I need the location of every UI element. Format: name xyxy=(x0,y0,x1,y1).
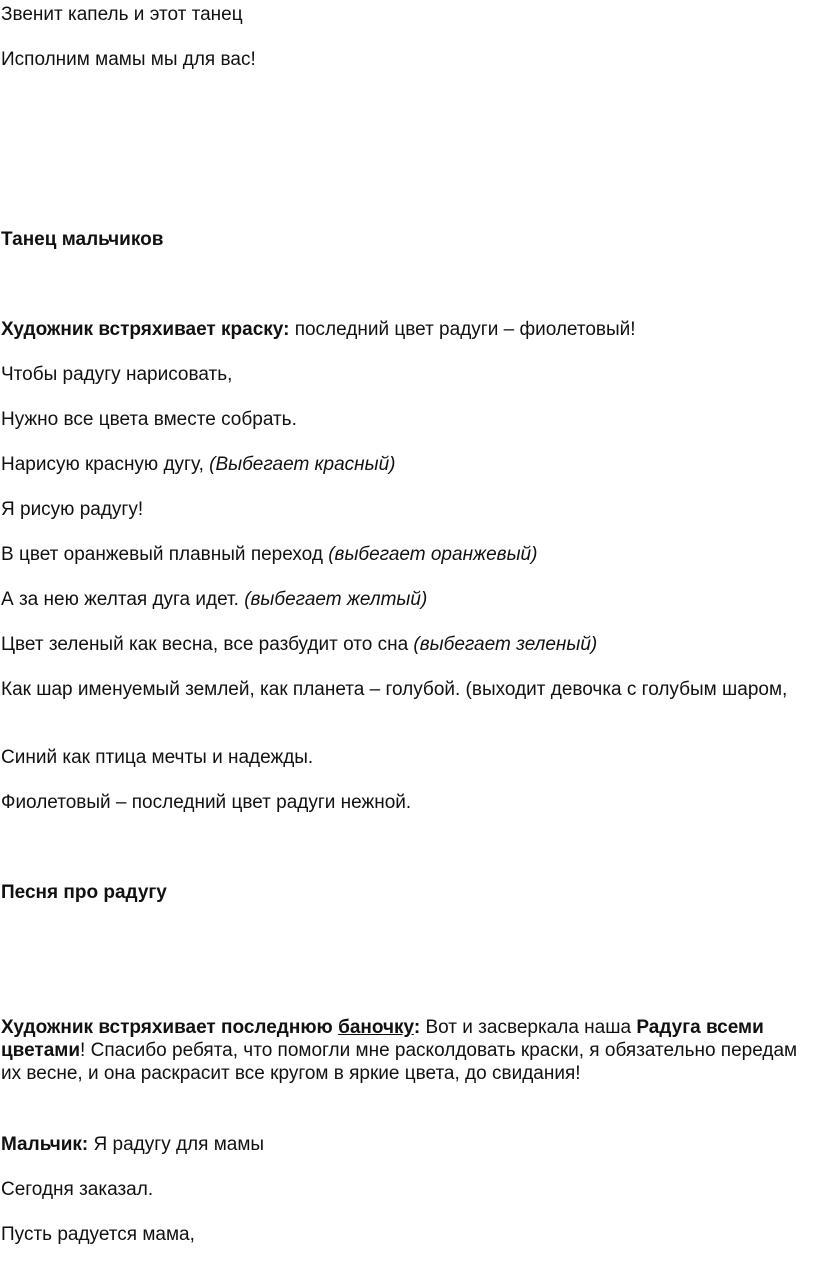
verse-line: Исполним мамы мы для вас! xyxy=(1,49,256,70)
verse-text: А за нею желтая дуга идет. xyxy=(1,589,245,610)
verse-line xyxy=(1,588,427,611)
stage-direction: (выбегает зеленый) xyxy=(413,634,598,655)
verse-line: Фиолетовый – последний цвет радуги нежной. xyxy=(1,792,412,813)
section-heading-song: Песня про радугу xyxy=(1,882,167,903)
stage-direction: (выбегает желтый) xyxy=(244,589,428,610)
boy-line xyxy=(1,1133,264,1156)
verse-line: Я рисую радугу! xyxy=(1,499,144,520)
verse-line: Звенит капель и этот танец xyxy=(1,4,243,25)
verse-line: Нужно все цвета вместе собрать. xyxy=(1,409,297,430)
verse-line: Синий как птица мечты и надежды. xyxy=(1,747,314,768)
speech-text: ! Спасибо ребята, что помогли мне расколдовать краски, я обязательно передам их весне, и она раскрасит все кругом в яркие цвета, до свидания! xyxy=(1,1040,798,1084)
stage-direction: (Выбегает красный) xyxy=(209,454,396,475)
underlined-word: баночку xyxy=(338,1017,414,1038)
verse-text: В цвет оранжевый плавный переход xyxy=(1,544,329,565)
verse-text: Нарисую красную дугу, xyxy=(1,454,210,475)
verse-line: Сегодня заказал. xyxy=(1,1179,154,1200)
verse-line xyxy=(1,453,396,476)
artist-line xyxy=(1,318,636,341)
verse-line xyxy=(1,633,597,656)
speech-text: Я радугу для мамы xyxy=(88,1134,265,1155)
verse-text: Цвет зеленый как весна, все разбудит ото сна xyxy=(1,634,414,655)
speaker-label: Художник встряхивает последнюю xyxy=(1,1017,339,1038)
speech-text: последний цвет радуги – фиолетовый! xyxy=(289,319,636,340)
stage-direction: (выбегает оранжевый) xyxy=(328,544,538,565)
verse-line: Пусть радуется мама, xyxy=(1,1224,195,1245)
speaker-label-colon: : xyxy=(413,1017,421,1038)
speech-text: Вот и засверкала наша xyxy=(420,1017,637,1038)
section-heading-dance: Танец мальчиков xyxy=(1,229,164,250)
bold-phrase: Радуга всеми цветами xyxy=(1,1017,764,1061)
artist-line xyxy=(1,1016,801,1085)
speaker-label: Мальчик: xyxy=(1,1134,89,1155)
verse-line xyxy=(1,543,537,566)
verse-line: Как шар именуемый землей, как планета – голубой. (выходит девочка с голубым шаром, xyxy=(1,679,788,700)
speaker-label: Художник встряхивает краску: xyxy=(1,319,290,340)
verse-line: Чтобы радугу нарисовать, xyxy=(1,364,233,385)
